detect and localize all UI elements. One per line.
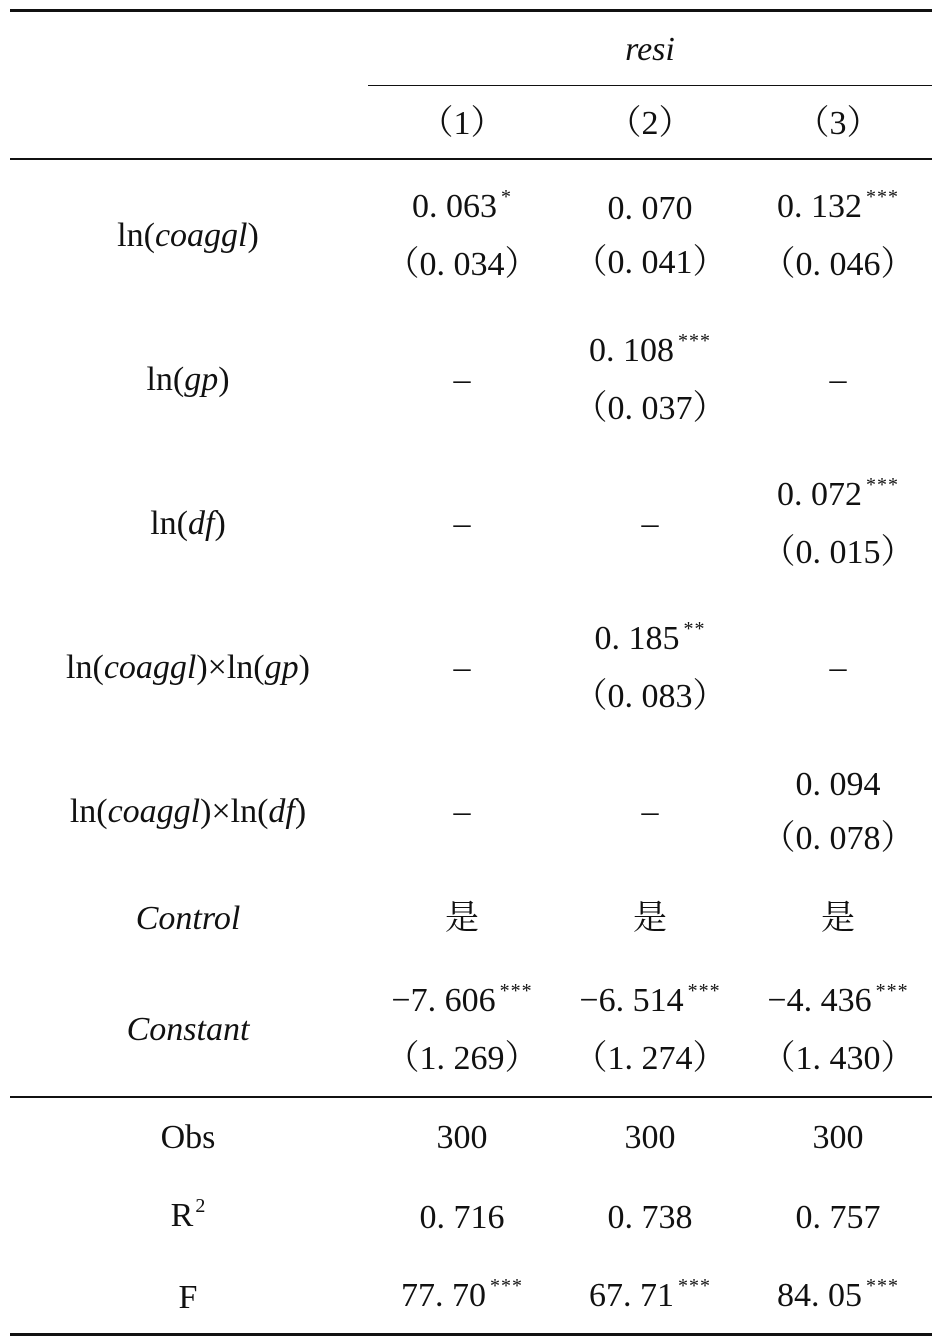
cell-coaggl-gp-2: 0. 185 ** （0. 083） [573, 618, 727, 715]
cell-gp-1: – [453, 361, 471, 398]
cell-obs-3: 300 [812, 1119, 864, 1156]
row-label-control: Control [135, 900, 241, 937]
cell-gp-3: – [829, 361, 847, 398]
cell-df-2: – [641, 505, 659, 542]
cell-coaggl-gp-3: – [829, 649, 847, 686]
header-rule [10, 158, 932, 160]
cell-coaggl-gp-1: – [453, 649, 471, 686]
row-label-obs: Obs [160, 1119, 216, 1156]
row-label-ln-df: ln(df) [150, 505, 226, 542]
row-label-coaggl-x-gp: ln(coaggl)×ln(gp) [66, 649, 310, 686]
cell-f-2: 67. 71 *** [589, 1275, 711, 1314]
cell-obs-2: 300 [624, 1119, 676, 1156]
group-header [368, 22, 932, 78]
row-label-ln-gp: ln(gp) [146, 361, 230, 398]
cell-control-1: 是 [445, 900, 479, 937]
cell-df-3: 0. 072 *** （0. 015） [761, 474, 915, 571]
column-header-2: （2） [607, 105, 693, 142]
row-label-constant: Constant [126, 1011, 250, 1048]
cell-r2-1: 0. 716 [419, 1199, 505, 1236]
cell-coaggl-df-3: 0. 094 （0. 078） [761, 766, 915, 857]
cell-gp-2: 0. 108 *** （0. 037） [573, 330, 727, 427]
cell-f-1: 77. 70 *** [401, 1275, 523, 1314]
cell-coaggl-1: 0. 063 * （0. 034） [385, 186, 539, 283]
row-label-f: F [178, 1279, 198, 1316]
cell-f-3: 84. 05 *** [777, 1275, 899, 1314]
cell-coaggl-3: 0. 132 *** （0. 046） [761, 186, 915, 283]
cell-r2-3: 0. 757 [795, 1199, 881, 1236]
row-label-r2: R $^2$ [170, 1195, 206, 1234]
cell-control-2: 是 [633, 900, 667, 937]
cell-r2-2: 0. 738 [607, 1199, 693, 1236]
cell-coaggl-2: 0. 070 （0. 041） [573, 190, 727, 281]
column-header-1: （1） [419, 105, 505, 142]
cell-constant-2: −6. 514 *** （1. 274） [573, 980, 727, 1077]
cell-coaggl-df-1: – [453, 793, 471, 830]
group-rule [368, 85, 932, 86]
cell-constant-3: −4. 436 *** （1. 430） [761, 980, 915, 1077]
stats-rule [10, 1096, 932, 1098]
row-label-coaggl-x-df: ln(coaggl)×ln(df) [69, 793, 307, 830]
top-rule [10, 9, 932, 12]
row-label-ln-coaggl: ln(coaggl) [117, 217, 259, 254]
group-header-label: resi [625, 31, 675, 68]
column-header-3: （3） [795, 105, 881, 142]
cell-coaggl-df-2: – [641, 793, 659, 830]
cell-control-3: 是 [821, 900, 855, 937]
cell-obs-1: 300 [436, 1119, 488, 1156]
cell-constant-1: −7. 606 *** （1. 269） [385, 980, 539, 1077]
cell-df-1: – [453, 505, 471, 542]
bottom-rule [10, 1333, 932, 1336]
